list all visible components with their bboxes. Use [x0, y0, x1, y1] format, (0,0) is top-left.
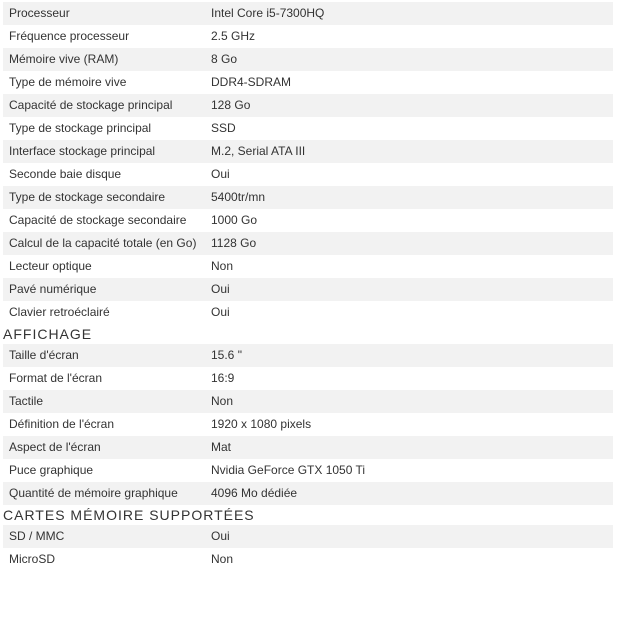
spec-value: DDR4-SDRAM [205, 71, 613, 94]
spec-label: Capacité de stockage principal [3, 94, 205, 117]
spec-label: Tactile [3, 390, 205, 413]
spec-value: M.2, Serial ATA III [205, 140, 613, 163]
table-row [3, 459, 613, 482]
spec-value: Oui [205, 278, 613, 301]
spec-label: Définition de l'écran [3, 413, 205, 436]
spec-label: Type de stockage secondaire [3, 186, 205, 209]
table-row [3, 413, 613, 436]
table-row [3, 48, 613, 71]
spec-value: Oui [205, 301, 613, 324]
spec-label: Calcul de la capacité totale (en Go) [3, 232, 205, 255]
table-row [3, 117, 613, 140]
spec-value: 2.5 GHz [205, 25, 613, 48]
section-title-cartes-memoire: CARTES MÉMOIRE SUPPORTÉES [3, 507, 255, 523]
spec-label: Interface stockage principal [3, 140, 205, 163]
table-row [3, 94, 613, 117]
cartes-spec-table [3, 525, 613, 571]
table-row [3, 2, 613, 25]
spec-label: Capacité de stockage secondaire [3, 209, 205, 232]
spec-value: 1920 x 1080 pixels [205, 413, 613, 436]
spec-label: Quantité de mémoire graphique [3, 482, 205, 505]
spec-label: Processeur [3, 2, 205, 25]
spec-sheet [3, 0, 613, 571]
spec-value: Oui [205, 525, 613, 548]
table-row [3, 209, 613, 232]
spec-value: Oui [205, 163, 613, 186]
spec-value: Mat [205, 436, 613, 459]
table-row [3, 25, 613, 48]
spec-label: SD / MMC [3, 525, 205, 548]
spec-label: Type de mémoire vive [3, 71, 205, 94]
table-row [3, 525, 613, 548]
table-row [3, 186, 613, 209]
spec-value: Intel Core i5-7300HQ [205, 2, 613, 25]
spec-value: Non [205, 390, 613, 413]
spec-label: Pavé numérique [3, 278, 205, 301]
table-row [3, 548, 613, 571]
section-title-affichage: AFFICHAGE [3, 326, 93, 342]
spec-value: 15.6 " [205, 344, 613, 367]
general-spec-table [3, 2, 613, 324]
spec-label: Seconde baie disque [3, 163, 205, 186]
spec-label: Clavier retroéclairé [3, 301, 205, 324]
table-row [3, 390, 613, 413]
affichage-spec-table [3, 344, 613, 505]
table-row [3, 232, 613, 255]
spec-value: 8 Go [205, 48, 613, 71]
spec-label: Mémoire vive (RAM) [3, 48, 205, 71]
spec-label: Lecteur optique [3, 255, 205, 278]
table-row [3, 436, 613, 459]
table-row [3, 163, 613, 186]
spec-label: Puce graphique [3, 459, 205, 482]
spec-label: Format de l'écran [3, 367, 205, 390]
spec-value: 128 Go [205, 94, 613, 117]
table-row [3, 344, 613, 367]
spec-value: 16:9 [205, 367, 613, 390]
table-row [3, 482, 613, 505]
spec-label: Aspect de l'écran [3, 436, 205, 459]
spec-value: 1128 Go [205, 232, 613, 255]
spec-value: Non [205, 255, 613, 278]
table-row [3, 255, 613, 278]
spec-label: MicroSD [3, 548, 205, 571]
spec-value: SSD [205, 117, 613, 140]
spec-value: Non [205, 548, 613, 571]
table-row [3, 301, 613, 324]
table-row [3, 140, 613, 163]
spec-value: 1000 Go [205, 209, 613, 232]
spec-label: Type de stockage principal [3, 117, 205, 140]
table-row [3, 71, 613, 94]
spec-value: 4096 Mo dédiée [205, 482, 613, 505]
spec-label: Fréquence processeur [3, 25, 205, 48]
spec-value: 5400tr/mn [205, 186, 613, 209]
table-row [3, 278, 613, 301]
table-row [3, 367, 613, 390]
spec-label: Taille d'écran [3, 344, 205, 367]
spec-value: Nvidia GeForce GTX 1050 Ti [205, 459, 613, 482]
